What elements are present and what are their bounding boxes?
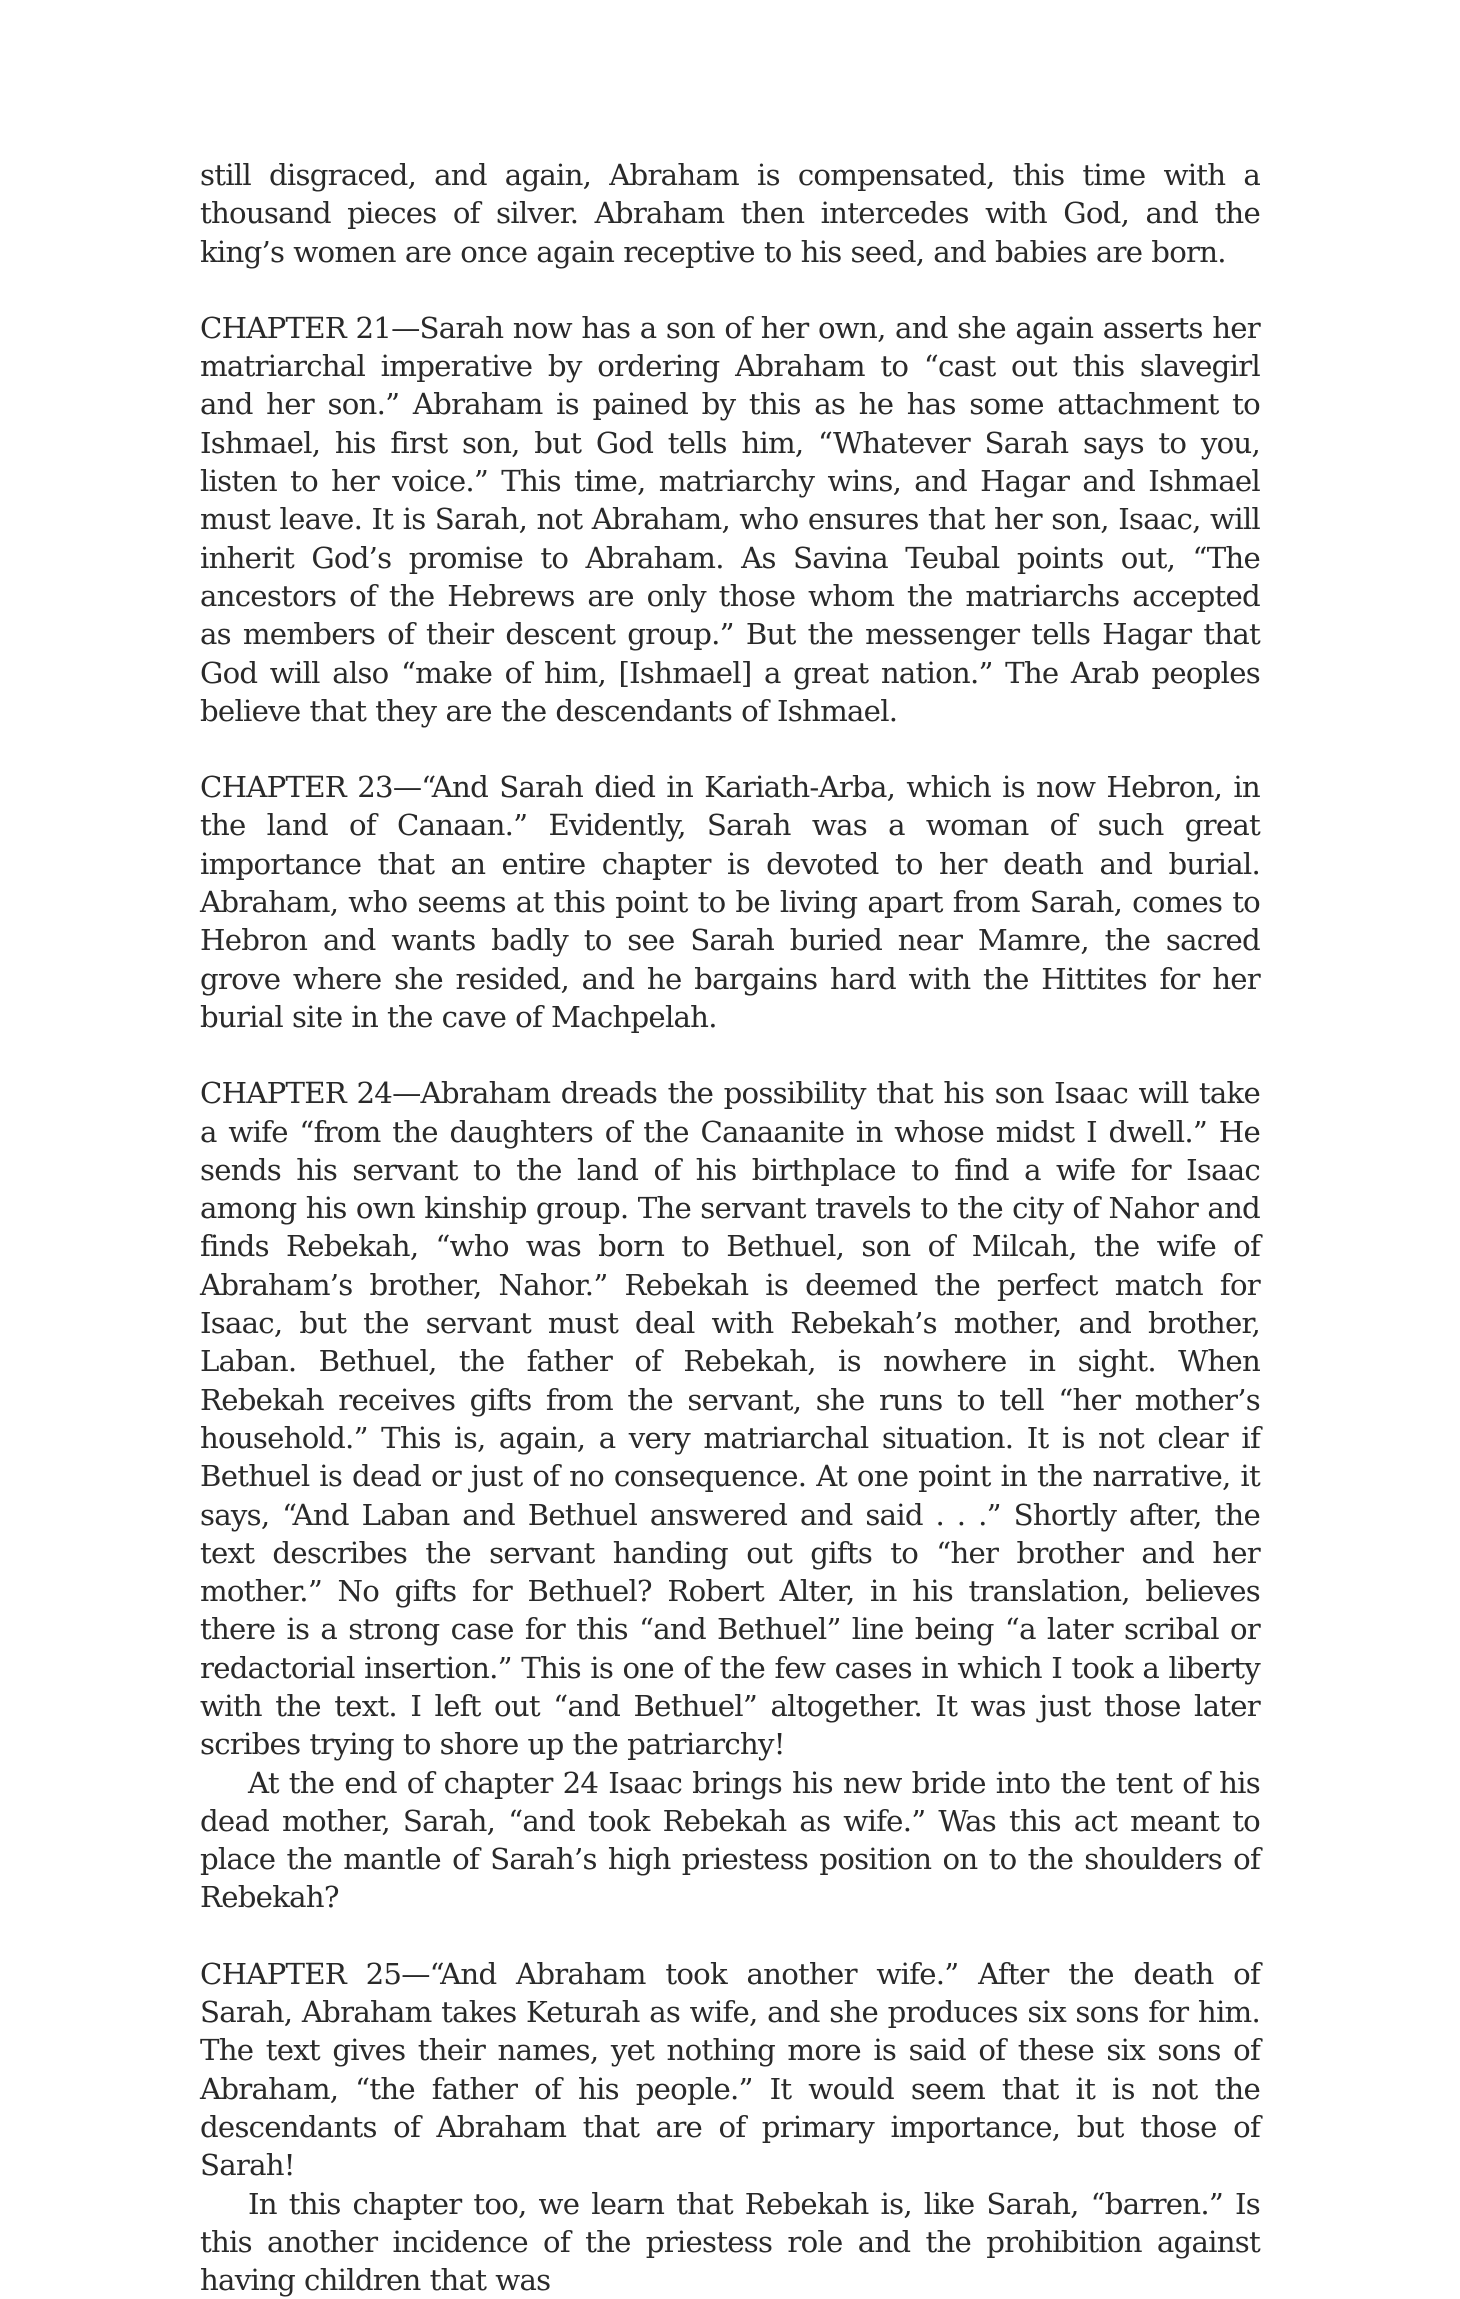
paragraph-chapter-24-end: At the end of chapter 24 Isaac brings his new bride into the tent of his dead mother, Sarah, “and took Rebekah as wife.” Was this act meant to place the mantle of Sarah’s high priestess position on to the shoulders of Rebekah?: [200, 1765, 1260, 1915]
paragraph-chapter-24: CHAPTER 24—Abraham dreads the possibility that his son Isaac will take a wife “from the daughters of the Canaanite in whose midst I dwell.” He sends his servant to the land of his birthplace to find a wife for Isaac among his own kinship group. The servant travels to the city of Nahor and finds Rebekah, “who was born to Bethuel, son of Milcah, the wife of Abraham’s brother, Nahor.” Rebekah is deemed the perfect match for Isaac, but the servant must deal with Rebekah’s mother, and brother, Laban. Bethuel, the father of Rebekah, is nowhere in sight. When Rebekah receives gifts from the servant, she runs to tell “her mother’s household.” This is, again, a very matriarchal situation. It is not clear if Bethuel is dead or just of no consequence. At one point in the narrative, it says, “And Laban and Bethuel answered and said . . .” Shortly after, the text describes the servant handing out gifts to “her brother and her mother.” No gifts for Bethuel? Robert Alter, in his translation, believes there is a strong case for this “and Bethuel” line being “a later scribal or redactorial insertion.” This is one of the few cases in which I took a liberty with the text. I left out “and Bethuel” altogether. It was just those later scribes trying to shore up the patriarchy!: [200, 1076, 1260, 1762]
paragraph-chapter-25: CHAPTER 25—“And Abraham took another wife.” After the death of Sarah, Abraham takes Keturah as wife, and she produces six sons for him. The text gives their names, yet nothing more is said of these six sons of Abraham, “the father of his people.” It would seem that it is not the descendants of Abraham that are of primary importance, but those of Sarah!: [200, 1956, 1260, 2183]
paragraph-chapter-21: CHAPTER 21—Sarah now has a son of her own, and she again asserts her matriarchal imperative by ordering Abraham to “cast out this slavegirl and her son.” Abraham is pained by this as he has some attachment to Ishmael, his first son, but God tells him, “Whatever Sarah says to you, listen to her voice.” This time, matriarchy wins, and Hagar and Ishmael must leave. It is Sarah, not Abraham, who ensures that her son, Isaac, will inherit God’s promise to Abraham. As Savina Teubal points out, “The ancestors of the Hebrews are only those whom the matriarchs accepted as members of their descent group.” But the messenger tells Hagar that God will also “make of him, [Ishmael] a great nation.” The Arab peoples believe that they are the descendants of Ishmael.: [200, 310, 1260, 728]
paragraph-chapter-23: CHAPTER 23—“And Sarah died in Kariath-Arba, which is now Hebron, in the land of Canaan.” Evidently, Sarah was a woman of such great importance that an entire chapter is devoted to her death and burial. Abraham, who seems at this point to be living apart from Sarah, comes to Hebron and wants badly to see Sarah buried near Mamre, the sacred grove where she resided, and he bargains hard with the Hittites for her burial site in the cave of Machpelah.: [200, 770, 1260, 1034]
page-body: [200, 156, 1260, 2299]
paragraph-continuation: still disgraced, and again, Abraham is compensated, this time with a thousand pieces of silver. Abraham then intercedes with God, and the king’s women are once again receptive to his seed, and babies are born.: [200, 158, 1260, 269]
paragraph-chapter-25-barren: In this chapter too, we learn that Rebekah is, like Sarah, “barren.” Is this another incidence of the priestess role and the prohibition against having children that was: [200, 2186, 1260, 2298]
